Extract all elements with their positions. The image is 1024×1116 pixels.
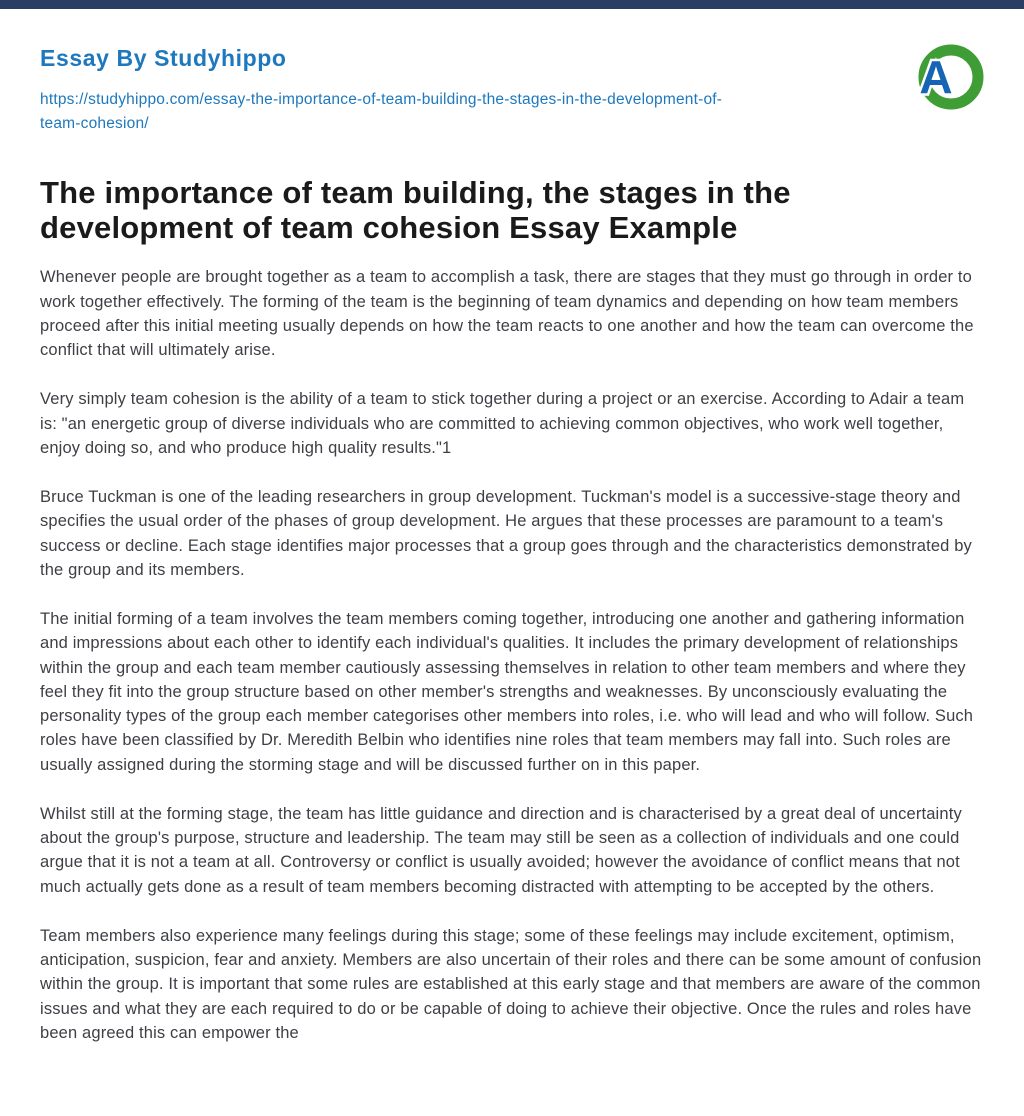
essay-paragraph: The initial forming of a team involves the team members coming together, introducing one another and gathering information and impressions about each other to identify each individual's qualities. It includes the primary development of relationships within the group and each team member cautiously assessing themselves in relation to other team members and where they feel they fit into the group structure based on other member's strengths and weaknesses. By unconsciously evaluating the personality types of the group each member categorises other members into roles, i.e. who will lead and who will follow. Such roles have been classified by Dr. Meredith Belbin who identifies nine roles that team members may fall into. Such roles are usually assigned during the storming stage and will be discussed further on in this paper. [40,610,974,774]
top-accent-bar [0,0,1024,9]
essay-paragraph: Whenever people are brought together as a team to accomplish a task, there are stages that they must go through in order to work together effectively. The forming of the team is the beginning of team dynamics and depending on how team members proceed after this initial meeting usually depends on how the team reacts to one another and how the team can overcome the conflict that will ultimately arise. [40,268,974,360]
essay-paragraph: Whilst still at the forming stage, the team has little guidance and direction and is characterised by a great deal of uncertainty about the group's purpose, structure and leadership. The team may still be seen as a collection of individuals and one could argue that it is not a team at all. Controversy or conflict is usually avoided; however the avoidance of conflict means that not much actually gets done as a result of team members becoming distracted with attempting to be accepted by the others. [40,804,962,896]
essay-paragraph: Team members also experience many feelings during this stage; some of these feelings may include excitement, optimism, anticipation, suspicion, fear and anxiety. Members are also uncertain of their roles and there can be some amount of confusion within the group. It is important that some rules are established at this early stage and that members are aware of the common issues and what they are each required to do or be capable of doing to achieve their objective. Once the rules and roles have been agreed this can empower the [40,926,982,1042]
essay-paragraph: Bruce Tuckman is one of the leading researchers in group development. Tuckman's model is a successive-stage theory and specifies the usual order of the phases of group development. He argues that these processes are paramount to a team's success or decline. Each stage identifies major processes that a group goes through and the characteristics demonstrated by the group and its members. [40,488,972,579]
logo-letter: A [919,51,953,103]
article-body [0,176,1024,1110]
source-url-link[interactable]: https://studyhippo.com/essay-the-importance-of-team-building-the-stages-in-the-development-of-team-cohesion/ [40,91,723,133]
header-left [40,41,730,136]
studyhippo-logo[interactable] [912,41,984,113]
page-header [0,9,1024,142]
site-title-link[interactable]: Essay By Studyhippo [40,45,287,71]
studyhippo-logo-icon [912,41,984,113]
essay-paragraph: Very simply team cohesion is the ability of a team to stick together during a project or an exercise. According to Adair a team is: "an energetic group of diverse individuals who are committed to achieving common objectives, who work well together, enjoy doing so, and who produce high quality results."1 [40,390,965,457]
page-title: The importance of team building, the stages in the development of team cohesion Essay Example [40,175,791,245]
